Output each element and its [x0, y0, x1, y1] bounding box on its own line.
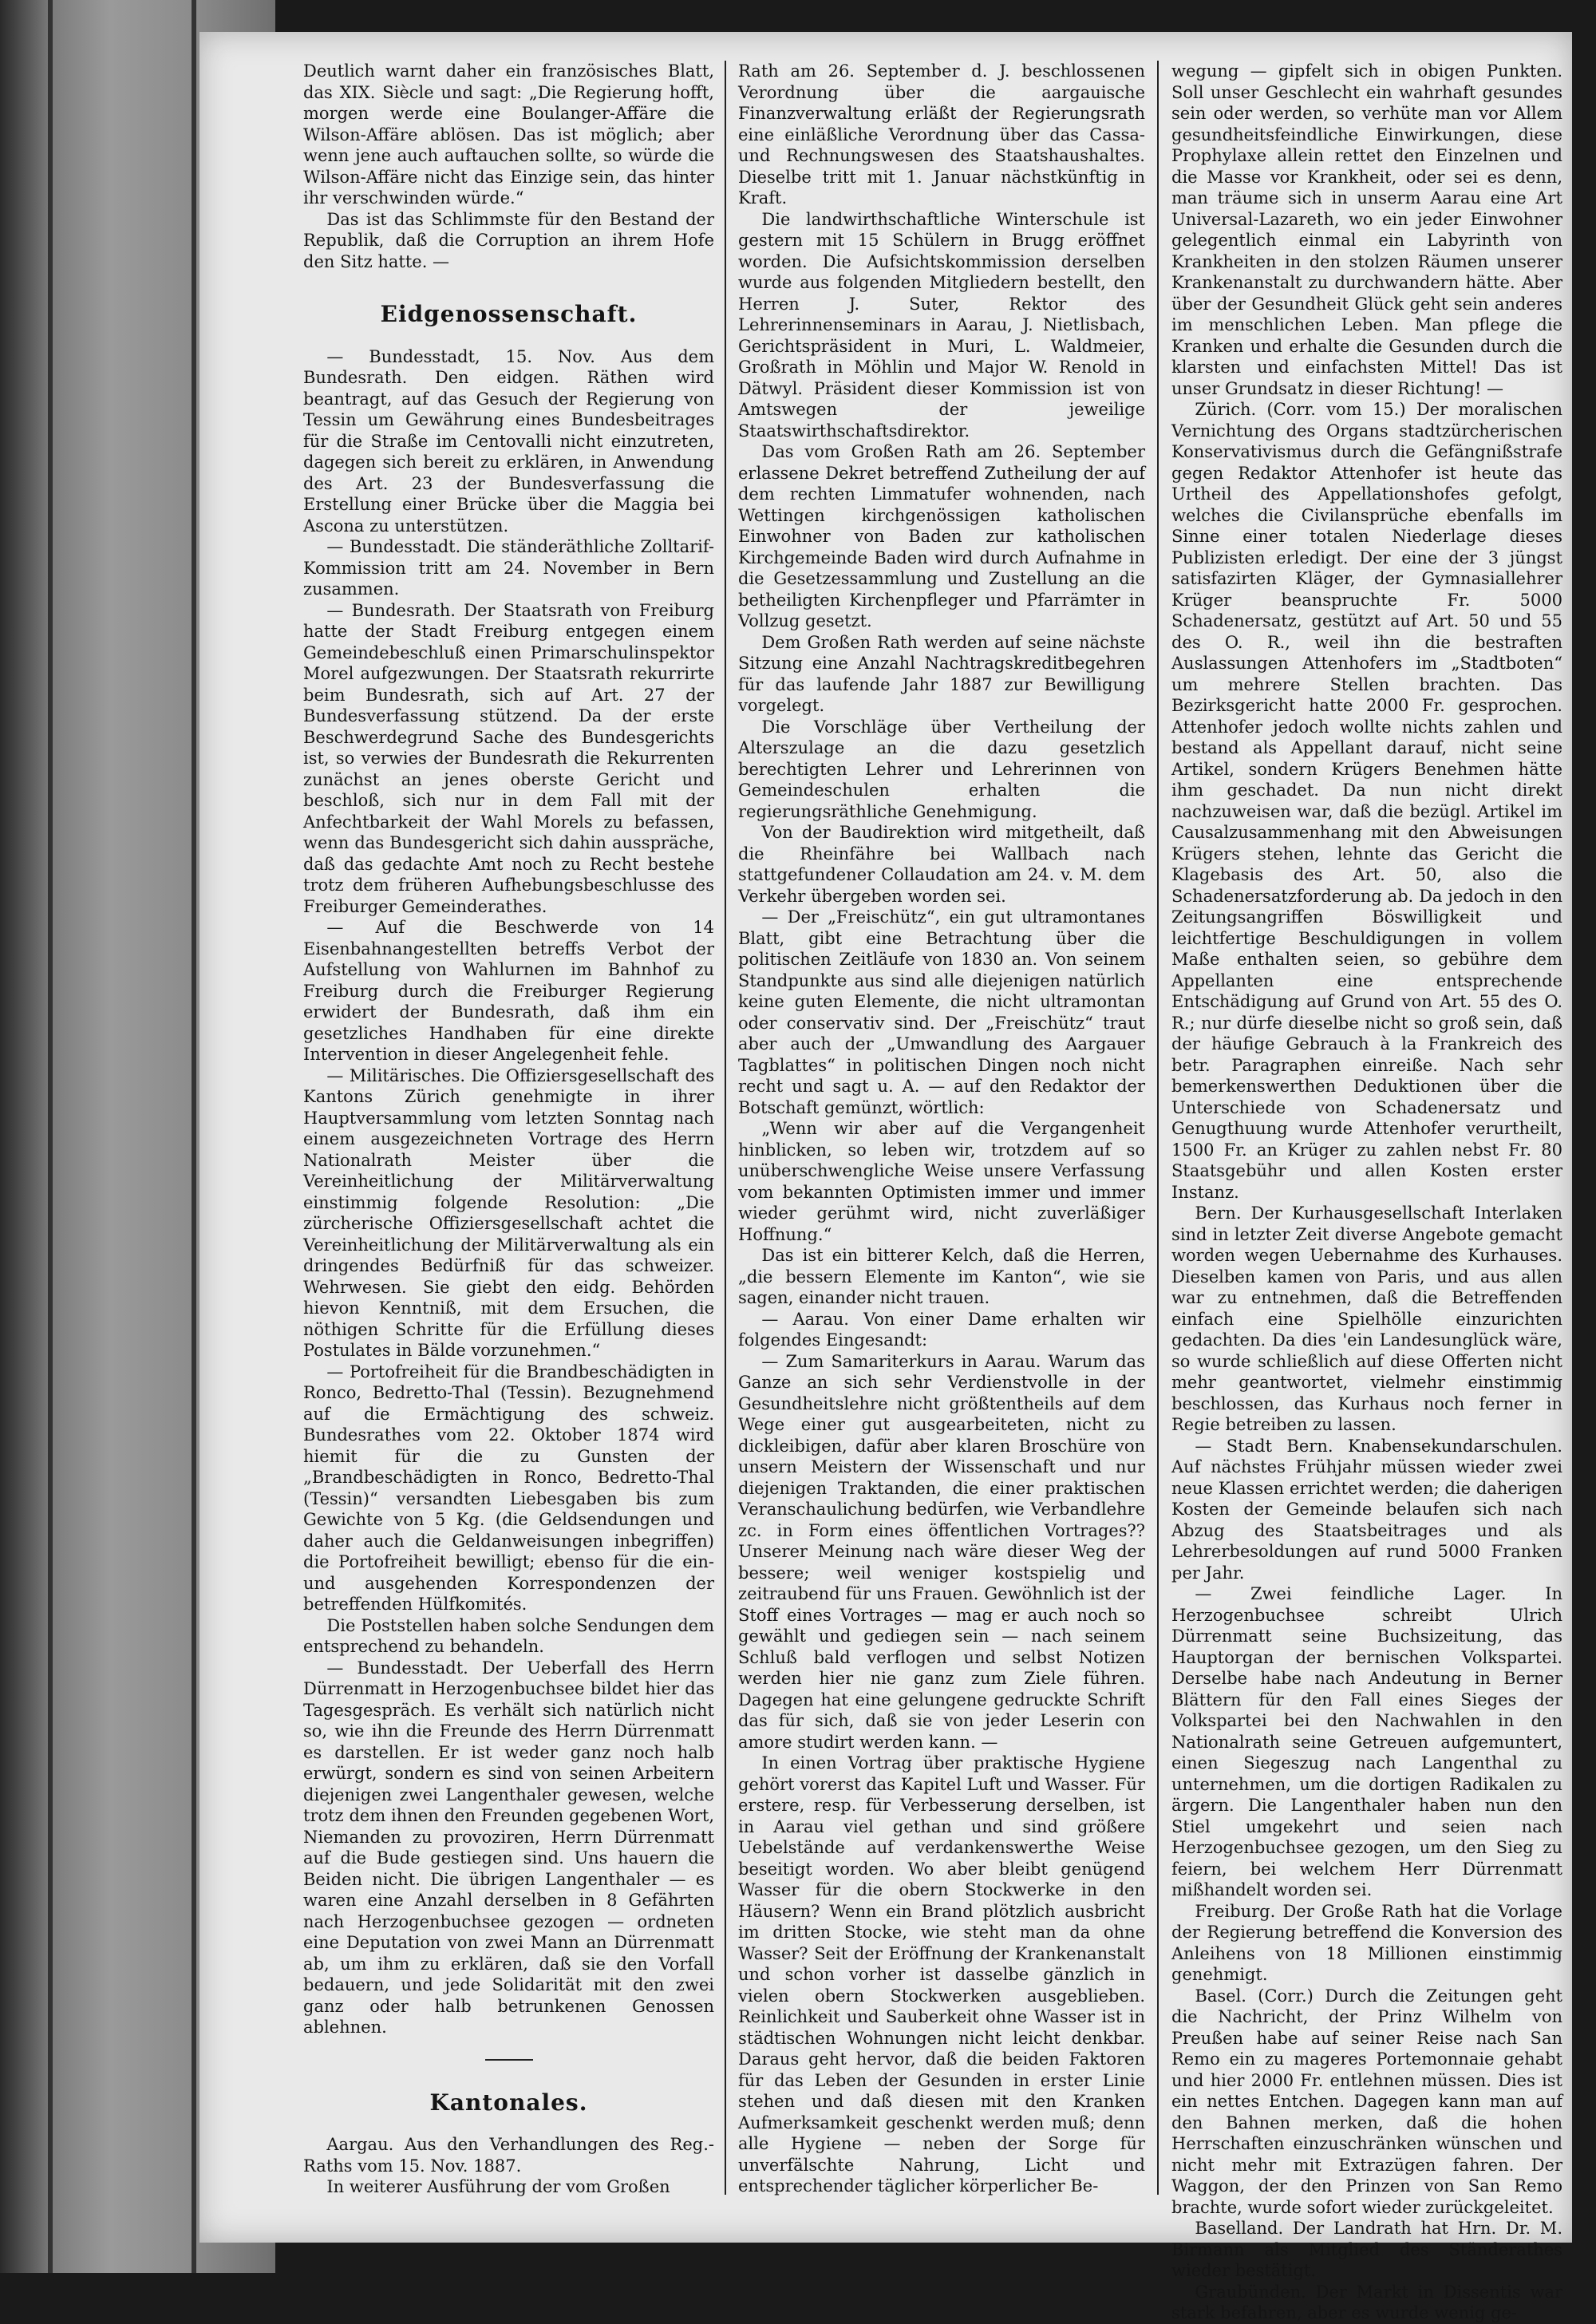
paragraph: Dem Großen Rath werden auf seine nächste Sitzung eine Anzahl Nachtragskreditbegehren für das laufende Jahr 1887 zur Bewilligung vorgelegt.: [738, 632, 1145, 715]
paragraph: Das vom Großen Rath am 26. September erlassene Dekret betreffend Zutheilung der auf dem rechten Limmatufer wohnenden, nach Wettingen kirchgenössigen katholischen Einwohner von Baden zur katholischen Kirchgemeinde Baden wird durch Aufnahme in die Gesetzessammlung und Zustellung an die betheiligten Kirchenpfleger und Pfarrämter in Vollzug gesetzt.: [738, 442, 1145, 630]
paragraph: — Zum Samariterkurs in Aarau. Warum das Ganze an sich sehr Verdienstvolle in der Gesundheitslehre nicht größtentheils auf dem Wege einer gut ausgearbeiteten, nicht zu dickleibigen, dafür aber klaren Broschüre von unsern Meistern der Wissenschaft und nur diejenigen Traktanden, die einer praktischen Veranschaulichung bedürfen, wie Verbandlehre zc. in Form eines öffentlichen Vortrages?? Unserer Meinung nach wäre dieser Weg der bessere; weil weniger kostspielig und zeitraubend für uns Frauen. Gewöhnlich ist der Stoff eines Vortrages — mag er auch noch so gewählt und gediegen sein — nach seinem Schluß bald verflogen und selbst Notizen werden hier nie ganz zum Ziele führen. Dagegen hat eine gelungene gedruckte Schrift das für sich, daß sie von jeder Leserin con amore studirt werden kann. —: [738, 1351, 1145, 1752]
paragraph: Baselland. Der Landrath hat Hrn. Dr. M. Birmann als Mitglied des Ständerathes wieder bestätigt.: [1171, 2219, 1562, 2280]
binding-edge: [192, 0, 196, 2273]
paragraph: Die landwirthschaftliche Winterschule ist gestern mit 15 Schülern in Brugg eröffnet worden. Die Aufsichtskommission derselben wurde aus folgenden Mitgliedern bestellt, den Herren J. Suter, Rektor des Lehrerinnenseminars in Aarau, J. Nietlisbach, Gerichtspräsident in Muri, L. Waldmeier, Großrath in Möhlin und Major W. Renold in Dätwyl. Präsident dieser Kommission ist von Amtswegen der jeweilige Staatswirthschaftsdirektor.: [738, 209, 1145, 441]
paragraph: Graubünden. Der Markt in Dissentis war stark befahren, aber es wurde wenig ge-: [1171, 2282, 1562, 2322]
paragraph: — Aarau. Von einer Dame erhalten wir folgendes Eingesandt:: [738, 1309, 1145, 1350]
paragraph: — Militärisches. Die Offiziersgesellschaft des Kantons Zürich genehmigte in ihrer Hauptversammlung vom letzten Sonntag nach einem ausgezeichneten Vortrage des Herrn Nationalrath Meister über die Vereinheitlichung der Militärverwaltung einstimmig folgende Resolution: „Die zürcherische Offiziersgesellschaft achtet die Vereinheitlichung der Militärverwaltung als ein dringendes Bedürfniß für das schweizer. Wehrwesen. Sie giebt den eidg. Behörden hievon Kenntniß, mit dem Ersuchen, die nöthigen Schritte für die Erfüllung dieses Postulates in Bälde vorzunehmen.“: [303, 1065, 714, 1360]
paragraph: — Auf die Beschwerde von 14 Eisenbahnangestellten betreffs Verbot der Aufstellung von Wahlurnen im Bahnhof zu Freiburg durch die Freiburger Regierung erwidert der Bundesrath, daß ihm ein gesetzliches Handhaben für eine direkte Intervention in dieser Angelegenheit fehle.: [303, 918, 714, 1064]
paragraph: Zürich. (Corr. vom 15.) Der moralischen Vernichtung des Organs stadtzürcherischen Konservativismus durch die Gefängnißstrafe gegen Redaktor Attenhofer ist heute das Urtheil des Appellationshofes gefolgt, welches die Civilansprüche ebenfalls im Sinne einer totalen Niederlage dieses Publizisten erledigt. Der eine der 3 jüngst satisfazirten Kläger, der Gymnasiallehrer Krüger beanspruchte Fr. 5000 Schadenersatz, gestützt auf Art. 50 und 55 des O. R., weil ihn die bestraften Auslassungen Attenhofers im „Stadtboten“ um mehrere Stellen brachten. Das Bezirksgericht hatte 2000 Fr. gesprochen. Attenhofer jedoch wollte nichts zahlen und bestand als Appellant darauf, nicht seine Artikel, sondern Krügers Benehmen hätte ihm geschadet. Da nun nicht direkt nachzuweisen war, daß die bezügl. Artikel im Causalzusammenhang mit den Abweisungen Krügers stehen, lehnte das Gericht die Klagebasis des Art. 50, also die Schadenersatzforderung ab. Da jedoch in den Zeitungsangriffen Böswilligkeit und leichtfertige Beschuldigungen in vollem Maße enthalten seien, so gebühre dem Appellanten eine entsprechende Entschädigung auf Grund von Art. 55 des O. R.; nur dürfe dieselbe nicht so groß sein, daß der häufige Gebrauch à la Frankreich des betr. Paragraphen einreiße. Nach sehr bemerkenswerthen Deduktionen über die Unterschiede von Schadenersatz und Genugthuung wurde Attenhofer verurtheilt, 1500 Fr. an Krüger zu zahlen nebst Fr. 80 Staatsgebühr und allen Kosten erster Instanz.: [1171, 400, 1562, 1202]
column-2: [738, 61, 1145, 2195]
column-3: [1171, 61, 1562, 2322]
paragraph: — Bundesstadt. Die ständeräthliche Zolltarif-Kommission tritt am 24. November in Bern zusammen.: [303, 537, 714, 599]
quote: „Wenn wir aber auf die Vergangenheit hinblicken, so leben wir, trotzdem auf so unüberschwengliche Weise unsere Verfassung vom bekannten Optimisten immer und immer wieder gerühmt wird, nicht zuverläßiger Hoffnung.“: [738, 1119, 1145, 1244]
paragraph: Freiburg. Der Große Rath hat die Vorlage der Regierung betreffend die Konversion des Anleihens von 18 Millionen einstimmig genehmigt.: [1171, 1901, 1562, 1984]
section-heading: [303, 2089, 714, 2116]
paragraph: Von der Baudirektion wird mitgetheilt, daß die Rheinfähre bei Wallbach nach stattgefundener Collaudation am 24. v. M. dem Verkehr übergeben worden sei.: [738, 823, 1145, 906]
paragraph: In einen Vortrag über praktische Hygiene gehört vorerst das Kapitel Luft und Wasser. Für erstere, resp. für Verbesserung derselben, ist in Aarau viel gethan und sind größere Uebelstände auf verdankenswerthe Weise beseitigt worden. Wo aber bleibt genügend Wasser für die obern Stockwerke in den Häusern? Wenn ein Brand plötzlich ausbricht im dritten Stocke, wie steht man da ohne Wasser? Seit der Eröffnung der Krankenanstalt und schon vorher ist dasselbe gänzlich in vielen obern Stockwerken ausgeblieben. Reinlichkeit und Sauberkeit ohne Wasser ist in städtischen Wohnungen nicht leicht denkbar. Daraus geht hervor, daß die beiden Faktoren für das Leben der Gesunden in erster Linie stehen und daß diesen mit den Kranken Aufmerksamkeit geschenkt werden muß; denn alle Hygiene — neben der Sorge für unverfälschte Nahrung, Licht und entsprechender täglicher körperlicher Be-: [738, 1753, 1145, 2196]
binding-edge: [48, 0, 53, 2273]
paragraph: — Zwei feindliche Lager. In Herzogenbuchsee schreibt Ulrich Dürrenmatt seine Buchsizeitung, das Hauptorgan der bernischen Volkspartei. Derselbe habe nach Andeutung in Berner Blättern für den Fall eines Sieges der Volkspartei bei den Nachwahlen in den Nationalrath seine Getreuen aufgemuntert, einen Siegeszug nach Langenthal zu unternehmen, um die dortigen Radikalen zu ärgern. Die Langenthaler haben nun den Stiel umgekehrt und seien nach Herzogenbuchsee gezogen, um den Sieg zu feiern, bei welchem Herr Dürrenmatt mißhandelt worden sei.: [1171, 1584, 1562, 1899]
section-heading-text: Eidgenossenschaft.: [380, 301, 638, 327]
paragraph: Das ist das Schlimmste für den Bestand der Republik, daß die Corruption an ihrem Hofe den Sitz hatte. —: [303, 209, 714, 271]
column-rule: [1157, 61, 1159, 2195]
paragraph: — Portofreiheit für die Brandbeschädigten in Ronco, Bedretto-Thal (Tessin). Bezugnehmend auf die Ermächtigung des schweiz. Bundesrathes vom 22. Oktober 1874 wird hiemit für die zu Gunsten der „Brandbeschädigten in Ronco, Bedretto-Thal (Tessin)“ versandten Liebesgaben bis zum Gewichte von 5 Kg. (die Geldsendungen und daher auch die Geldanweisungen inbegriffen) die Portofreiheit bewilligt; ebenso für die ein- und ausgehenden Korrespondenzen der betreffenden Hülfkomités.: [303, 1362, 714, 1614]
section-heading-text: Kantonales.: [429, 2089, 588, 2116]
paragraph: wegung — gipfelt sich in obigen Punkten. Soll unser Geschlecht ein wahrhaft gesundes sein oder werden, so verhüte man vor Allem gesundheitsfeindliche Einwirkungen, diese Prophylaxe allein rettet den Einzelnen und die Masse vor Krankheit, oder sei es denn, man träume sich in unserm Aarau eine Art Universal-Lazareth, wo ein jeder Einwohner gelegentlich einmal ein Labyrinth von Krankheiten in den stolzen Räumen unserer Krankenanstalt zu durchwandern hätte. Aber über der Gesundheit Glück geht sein anderes im menschlichen Leben. Man pflege die Kranken und erhalte die Gesunden durch die klarsten und einfachsten Mittel! Das ist unser Grundsatz in dieser Richtung! —: [1171, 61, 1562, 398]
newspaper-page: [200, 32, 1572, 2322]
paragraph: Rath am 26. September d. J. beschlossenen Verordnung über die aargauische Finanzverwaltung erläßt der Regierungsrath eine einläßliche Verordnung über das Cassa- und Rechnungswesen des Staatshaushaltes. Dieselbe tritt mit 1. Januar nächstkünftig in Kraft.: [738, 61, 1145, 208]
column-1: [303, 61, 714, 2195]
paragraph: — Stadt Bern. Knabensekundarschulen. Auf nächstes Frühjahr müssen wieder zwei neue Klassen errichtet werden; die daherigen Kosten der Gemeinde belaufen sich nach Abzug des Staatsbeitrages und als Lehrerbesoldungen auf rund 5000 Franken per Jahr.: [1171, 1436, 1562, 1583]
paragraph: — Bundesstadt, 15. Nov. Aus dem Bundesrath. Den eidgen. Räthen wird beantragt, auf das Gesuch der Regierung von Tessin um Gewährung eines Bundesbeitrages für die Straße im Centovalli nicht einzutreten, dagegen sich bereit zu erklären, in Anwendung des Art. 23 der Bundesverfassung die Erstellung einer Brücke über die Maggia bei Ascona zu unterstützen.: [303, 346, 714, 536]
paragraph: Das ist ein bitterer Kelch, daß die Herren, „die bessern Elemente im Kanton“, wie sie sagen, einander nicht trauen.: [738, 1246, 1145, 1307]
paragraph: Deutlich warnt daher ein französisches Blatt, das XIX. Siècle und sagt: „Die Regierung hofft, morgen werde eine Boulanger-Affäre die Wilson-Affäre ablösen. Das ist möglich; aber wenn jene auch auftauchen sollte, so würde die Wilson-Affäre nicht das Einzige sein, das hinter ihr verschwinden würde.“: [303, 61, 714, 208]
paragraph: Die Poststellen haben solche Sendungen dem entsprechend zu behandeln.: [303, 1615, 714, 1656]
separator: [485, 2059, 533, 2061]
paragraph: — Bundesstadt. Der Ueberfall des Herrn Dürrenmatt in Herzogenbuchsee bildet hier das Tagesgespräch. Es verhält sich natürlich nicht so, wie ihn die Freunde des Herrn Dürrenmatt es darstellen. Er ist weder ganz noch halb erwürgt, sondern es sind von seinen Arbeitern diejenigen zwei Langenthaler gewesen, welche trotz dem ihnen den Freunden gegebenen Wort, Niemanden zu provoziren, Herrn Dürrenmatt auf die Bude gestiegen sind. Uns hauern die Beiden nicht. Die übrigen Langenthaler — es waren eine Anzahl derselben in 8 Gefährten nach Herzogenbuchsee gezogen — ordneten eine Deputation von zwei Mann an Dürrenmatt ab, um ihm zu erklären, daß sie den Vorfall bedauern, und jede Solidarität mit den zwei ganz oder halb betrunkenen Genossen ablehnen.: [303, 1658, 714, 2037]
paragraph: Bern. Der Kurhausgesellschaft Interlaken sind in letzter Zeit diverse Angebote gemacht worden wegen Uebernahme des Kurhauses. Dieselben kamen von Paris, und aus allen war zu entnehmen, daß die Betreffenden einfach eine Spielhölle einzurichten gedachten. Da dies 'ein Landesunglück wäre, so wurde schließlich auf diese Offerten nicht mehr geantwortet, vielmehr einstimmig beschlossen, das Kurhaus noch ferner in Regie betreiben zu lassen.: [1171, 1204, 1562, 1434]
column-rule: [725, 61, 726, 2195]
paragraph: In weiterer Ausführung der vom Großen: [326, 2177, 670, 2196]
paragraph: Die Vorschläge über Vertheilung der Alterszulage an die dazu gesetzlich berechtigten Lehrer und Lehrerinnen von Gemeindeschulen erhalten die regierungsräthliche Genehmigung.: [738, 717, 1145, 821]
section-heading: [303, 301, 714, 327]
paragraph: — Der „Freischütz“, ein gut ultramontanes Blatt, gibt eine Betrachtung über die politischen Zeitläufe von 1830 an. Von seinem Standpunkte aus sind alle diejenigen natürlich keine guten Elemente, die nicht ultramontan oder conservativ sind. Der „Freischütz“ traut aber auch der „Umwandlung des Aargauer Tagblattes“ in politischen Dingen noch nicht recht und sagt u. A. — auf den Redaktor der Botschaft gemünzt, wörtlich:: [738, 907, 1145, 1117]
paragraph: Basel. (Corr.) Durch die Zeitungen geht die Nachricht, der Prinz Wilhelm von Preußen habe auf seiner Reise nach San Remo ein zu mageres Portemonnaie gehabt und hier 2000 Fr. entlehnen müssen. Dies ist ein nettes Entchen. Dagegen kann man auf den Bahnen merken, daß die hohen Herrschaften einzuschränken wünschen und nicht mehr mit Extrazügen fahren. Der Waggon, der den Prinzen von San Remo brachte, wurde sofort wieder zurückgeleitet.: [1171, 1986, 1562, 2217]
paragraph: Aargau. Aus den Verhandlungen des Reg.-Raths vom 15. Nov. 1887.: [303, 2135, 714, 2176]
paragraph: — Bundesrath. Der Staatsrath von Freiburg hatte der Stadt Freiburg entgegen einem Gemeindebeschluß einen Primarschulinspektor Morel aufgezwungen. Der Staatsrath rekurrirte beim Bundesrath, sich auf Art. 27 der Bundesverfassung stützend. Da der erste Beschwerdegrund Sache des Bundesgerichts ist, so verwies der Bundesrath die Rekurrenten zunächst an jenes oberste Gericht und beschloß, sich nur in dem Fall mit der Anfechtbarkeit der Wahl Morels zu befassen, wenn das Bundesgericht sich dahin ausspräche, daß das gedachte Amt noch zu Recht bestehe trotz dem früheren Aufhebungsbeschlusse des Freiburger Gemeinderathes.: [303, 600, 714, 916]
